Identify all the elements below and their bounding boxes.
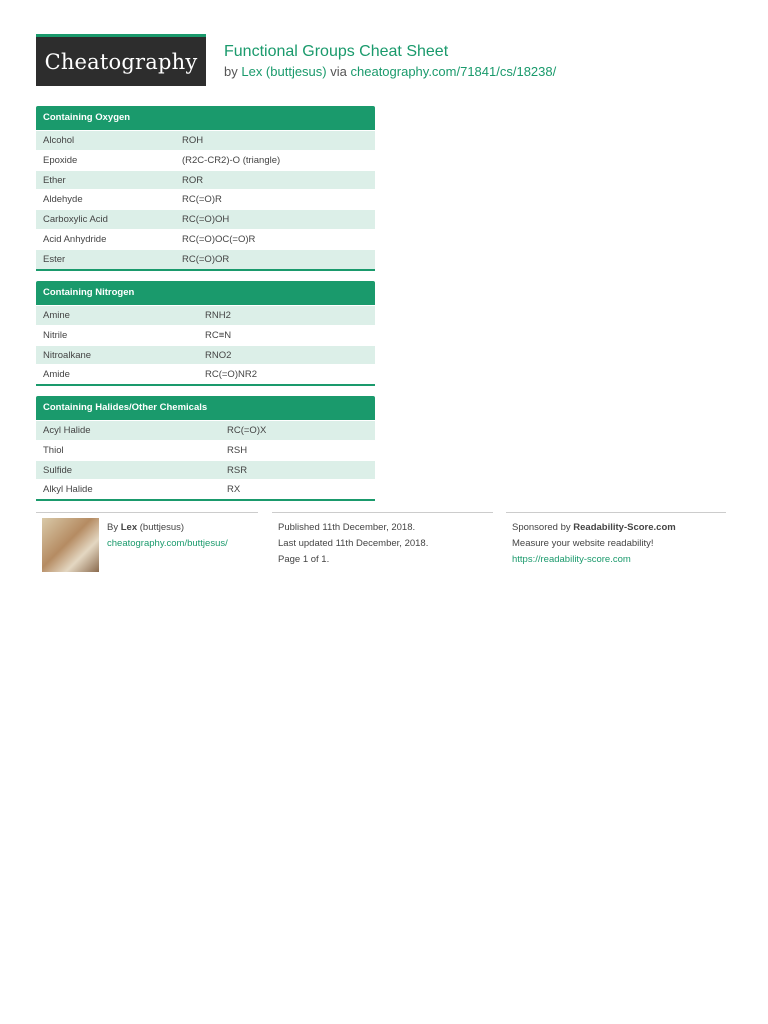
row-name: Alcohol: [43, 135, 75, 146]
row-formula: ROH: [182, 135, 204, 146]
row-formula: RC(=O)OR: [182, 253, 230, 265]
byline: [224, 64, 556, 79]
page-count: Page 1 of 1.: [278, 554, 330, 565]
table-row: [36, 229, 375, 249]
footer-author-handle: (buttjesus): [139, 522, 185, 533]
row-name: Amide: [43, 369, 70, 381]
row-formula: RX: [227, 484, 241, 496]
section-containing-oxygen: [36, 106, 375, 271]
row-name: Sulfide: [43, 464, 73, 476]
row-formula: RC(=O)X: [227, 425, 267, 436]
table-row: [36, 189, 375, 209]
table-row: [36, 364, 375, 384]
sponsor-tagline: Measure your website readability!: [512, 538, 654, 549]
footer-author-url[interactable]: cheatography.com/buttjesus/: [107, 538, 228, 549]
updated-date: Last updated 11th December, 2018.: [278, 538, 429, 549]
sheet-url-link[interactable]: cheatography.com/71841/cs/18238/: [350, 64, 557, 79]
table-row: [36, 130, 375, 150]
row-name: Nitroalkane: [43, 349, 92, 361]
sponsor-url[interactable]: https://readability-score.com: [512, 554, 631, 565]
row-formula: RC(=O)R: [182, 194, 222, 206]
cheatography-logo[interactable]: [36, 34, 206, 86]
row-formula: RC≡N: [205, 329, 232, 341]
section-title: Containing Oxygen: [36, 106, 375, 130]
table-row: [36, 209, 375, 229]
table-row: [36, 150, 375, 170]
published-date: Published 11th December, 2018.: [278, 522, 416, 533]
row-formula: RSH: [227, 444, 248, 456]
row-name: Alkyl Halide: [43, 484, 93, 496]
row-name: Epoxide: [43, 154, 78, 166]
footer-author-name[interactable]: Lex: [120, 522, 138, 533]
row-name: Nitrile: [43, 329, 68, 341]
table-row: [36, 305, 375, 325]
table-row: [36, 345, 375, 365]
row-formula: RC(=O)OH: [182, 214, 230, 226]
footer-sponsor: [506, 512, 726, 568]
section-title: Containing Halides/Other Chemicals: [36, 396, 375, 420]
sponsor-name[interactable]: Readability-Score.com: [573, 522, 676, 533]
byline-by: by: [224, 64, 238, 79]
row-name: Acid Anhydride: [43, 233, 107, 245]
row-name: Ester: [43, 253, 66, 265]
row-name: Thiol: [43, 444, 64, 456]
table-row: [36, 249, 375, 269]
logo-text: Cheatography: [44, 49, 198, 74]
section-rows: [36, 130, 375, 269]
row-name: Amine: [43, 310, 70, 321]
table-row: [36, 325, 375, 345]
sponsor-line: [512, 520, 726, 536]
section-title: Containing Nitrogen: [36, 281, 375, 305]
table-row: [36, 170, 375, 190]
byline-via: via: [330, 64, 347, 79]
section-containing-nitrogen: [36, 281, 375, 386]
row-formula: RNO2: [205, 349, 232, 361]
row-formula: RNH2: [205, 310, 231, 321]
row-name: Acyl Halide: [43, 425, 91, 436]
author-avatar[interactable]: [42, 518, 99, 572]
author-link[interactable]: Lex (buttjesus): [241, 64, 327, 79]
table-row: [36, 460, 375, 480]
footer-author-line: [107, 520, 258, 536]
sponsored-by: Sponsored by: [512, 522, 571, 533]
row-name: Aldehyde: [43, 194, 83, 206]
footer-publication: [272, 512, 493, 568]
table-row: [36, 440, 375, 460]
row-formula: ROR: [182, 174, 204, 186]
section-rows: [36, 420, 375, 499]
row-name: Carboxylic Acid: [43, 214, 108, 226]
row-formula: RSR: [227, 464, 248, 476]
footer-by: By: [107, 522, 119, 533]
table-row: [36, 479, 375, 499]
table-row: [36, 420, 375, 440]
page-title: Functional Groups Cheat Sheet: [224, 43, 449, 60]
row-formula: RC(=O)OC(=O)R: [182, 233, 256, 245]
section-containing-halides: [36, 396, 375, 501]
row-formula: (R2C-CR2)-O (triangle): [182, 154, 281, 166]
row-name: Ether: [43, 174, 66, 186]
section-rows: [36, 305, 375, 384]
row-formula: RC(=O)NR2: [205, 369, 257, 381]
